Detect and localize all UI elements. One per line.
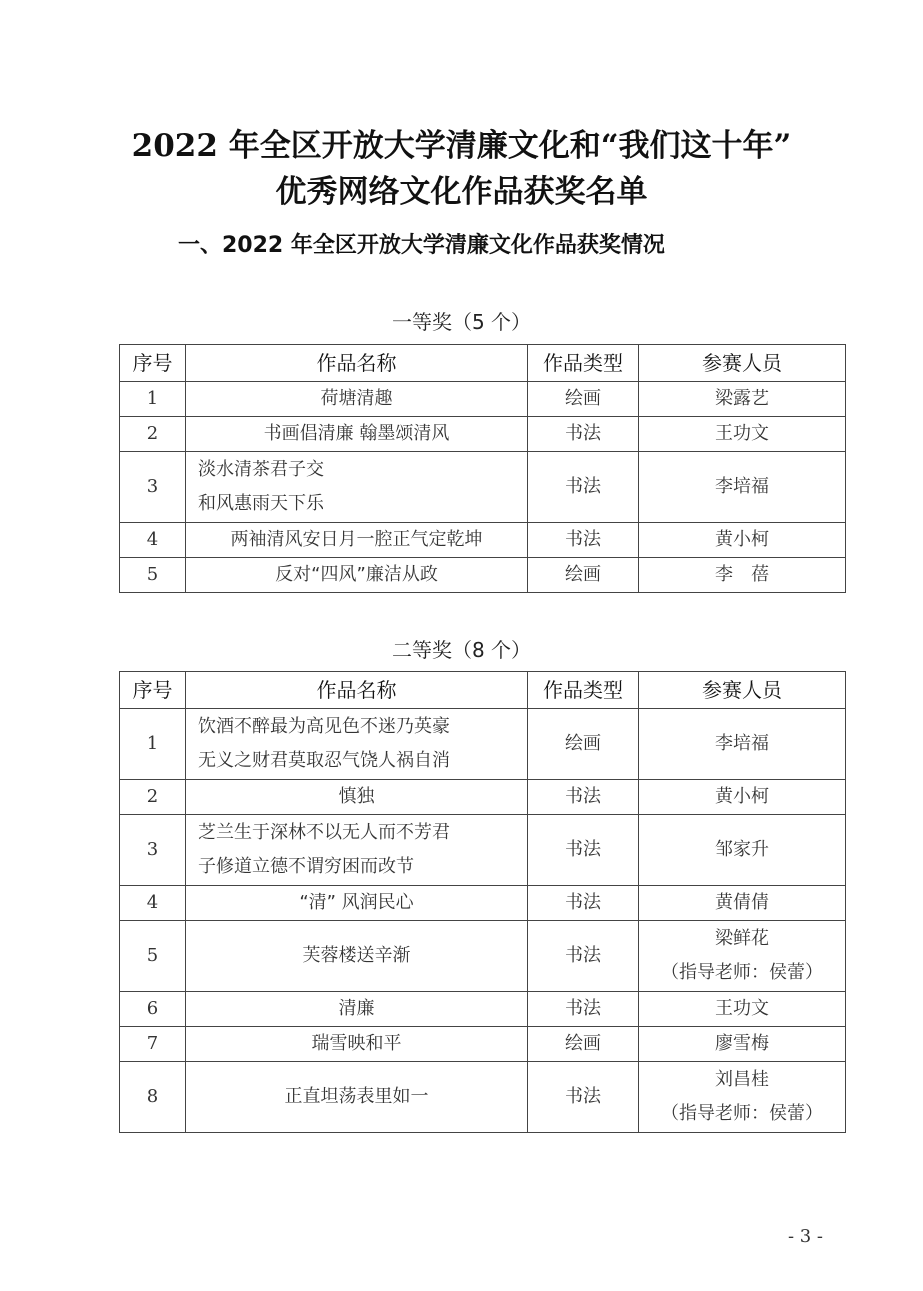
participant <box>639 709 846 780</box>
participant-line: 李培福 <box>715 476 769 497</box>
work-name-line: 慎独 <box>338 786 375 807</box>
work-name-line: 荷塘清趣 <box>320 388 393 409</box>
work-name-line: 清廉 <box>338 998 375 1019</box>
participant-line: 王功文 <box>715 423 769 444</box>
work-name-line: 正直坦荡表里如一 <box>284 1086 429 1107</box>
table-row <box>120 1062 846 1133</box>
participant-line: 王功文 <box>715 998 769 1019</box>
work-name-line: 芙蓉楼送辛渐 <box>302 945 411 966</box>
row-number: 3 <box>120 452 186 523</box>
participant-line: 刘昌桂 <box>715 1069 769 1090</box>
section-heading: 一、2022 年全区开放大学清廉文化作品获奖情况 <box>178 233 665 258</box>
work-name-line: 无义之财君莫取忍气饶人祸自消 <box>198 750 450 771</box>
row-number: 2 <box>120 417 186 452</box>
work-name <box>186 1062 528 1133</box>
table-row <box>120 921 846 992</box>
work-type: 绘画 <box>528 1027 639 1062</box>
second-prize-caption: 二等奖（8 个） <box>391 638 532 662</box>
table-row <box>120 1027 846 1062</box>
participant-line: 邹家升 <box>715 839 769 860</box>
table-row <box>120 558 846 593</box>
work-type: 书法 <box>528 1062 639 1133</box>
row-number: 1 <box>120 709 186 780</box>
row-number: 6 <box>120 992 186 1027</box>
first-prize-rows <box>120 382 846 593</box>
work-name <box>186 452 528 523</box>
table-header-row <box>120 672 846 709</box>
table-row <box>120 417 846 452</box>
row-number: 4 <box>120 886 186 921</box>
work-name <box>186 1027 528 1062</box>
second-prize-rows <box>120 709 846 1133</box>
page-number: - 3 - <box>787 1226 823 1247</box>
work-type: 书法 <box>528 921 639 992</box>
header-name: 作品名称 <box>186 345 528 382</box>
participant-line: 李培福 <box>715 733 769 754</box>
work-name-line: “清” 风润民心 <box>299 892 414 913</box>
work-type: 绘画 <box>528 709 639 780</box>
header-no: 序号 <box>120 672 186 709</box>
participant <box>639 815 846 886</box>
table-row <box>120 709 846 780</box>
row-number: 7 <box>120 1027 186 1062</box>
header-name: 作品名称 <box>186 672 528 709</box>
participant <box>639 382 846 417</box>
participant <box>639 452 846 523</box>
table-row <box>120 992 846 1027</box>
participant <box>639 780 846 815</box>
participant-line: （指导老师：侯蕾） <box>661 1103 823 1124</box>
header-person: 参赛人员 <box>639 345 846 382</box>
work-name-line: 饮酒不醉最为高见色不迷乃英豪 <box>198 716 450 737</box>
participant <box>639 1027 846 1062</box>
header-type: 作品类型 <box>528 672 639 709</box>
work-name-line: 瑞雪映和平 <box>311 1033 402 1054</box>
participant <box>639 523 846 558</box>
participant <box>639 886 846 921</box>
row-number: 3 <box>120 815 186 886</box>
table-row <box>120 780 846 815</box>
document-title-line1: 2022 年全区开放大学清廉文化和“我们这十年” <box>131 128 792 164</box>
work-type: 绘画 <box>528 558 639 593</box>
work-name <box>186 709 528 780</box>
row-number: 5 <box>120 558 186 593</box>
work-name-line: 和风惠雨天下乐 <box>198 493 324 514</box>
document-title-line2: 优秀网络文化作品获奖名单 <box>275 174 648 210</box>
work-name-line: 淡水清茶君子交 <box>198 459 324 480</box>
table-row <box>120 815 846 886</box>
participant-line: 黄小柯 <box>715 529 769 550</box>
header-person: 参赛人员 <box>639 672 846 709</box>
work-name <box>186 921 528 992</box>
work-name <box>186 523 528 558</box>
table-header-row <box>120 345 846 382</box>
work-type: 书法 <box>528 523 639 558</box>
first-prize-table <box>119 344 846 593</box>
work-type: 书法 <box>528 815 639 886</box>
work-name-line: 书画倡清廉 翰墨颂清风 <box>263 423 450 444</box>
work-name-line: 反对“四风”廉洁从政 <box>275 564 438 585</box>
header-type: 作品类型 <box>528 345 639 382</box>
participant <box>639 417 846 452</box>
work-type: 书法 <box>528 780 639 815</box>
work-name-line: 子修道立德不谓穷困而改节 <box>198 856 414 877</box>
participant-line: 李 蓓 <box>715 564 769 585</box>
participant <box>639 992 846 1027</box>
work-type: 书法 <box>528 992 639 1027</box>
participant <box>639 921 846 992</box>
table-row <box>120 452 846 523</box>
row-number: 4 <box>120 523 186 558</box>
work-name-line: 两袖清风安日月一腔正气定乾坤 <box>230 529 483 550</box>
row-number: 8 <box>120 1062 186 1133</box>
participant-line: 黄小柯 <box>715 786 769 807</box>
participant-line: 廖雪梅 <box>715 1033 769 1054</box>
row-number: 5 <box>120 921 186 992</box>
table-row <box>120 886 846 921</box>
second-prize-table <box>119 671 846 1133</box>
work-name <box>186 992 528 1027</box>
participant <box>639 558 846 593</box>
table-row <box>120 382 846 417</box>
work-name <box>186 780 528 815</box>
work-type: 书法 <box>528 417 639 452</box>
work-name <box>186 886 528 921</box>
work-name <box>186 815 528 886</box>
participant-line: 黄倩倩 <box>715 892 769 913</box>
first-prize-caption: 一等奖（5 个） <box>391 310 532 334</box>
work-type: 书法 <box>528 452 639 523</box>
table-row <box>120 523 846 558</box>
participant-line: （指导老师：侯蕾） <box>661 962 823 983</box>
participant-line: 梁露艺 <box>715 388 769 409</box>
work-type: 书法 <box>528 886 639 921</box>
work-name <box>186 558 528 593</box>
header-no: 序号 <box>120 345 186 382</box>
work-name-line: 芝兰生于深林不以无人而不芳君 <box>198 822 450 843</box>
work-type: 绘画 <box>528 382 639 417</box>
row-number: 1 <box>120 382 186 417</box>
participant <box>639 1062 846 1133</box>
work-name <box>186 417 528 452</box>
participant-line: 梁鲜花 <box>715 928 769 949</box>
work-name <box>186 382 528 417</box>
row-number: 2 <box>120 780 186 815</box>
